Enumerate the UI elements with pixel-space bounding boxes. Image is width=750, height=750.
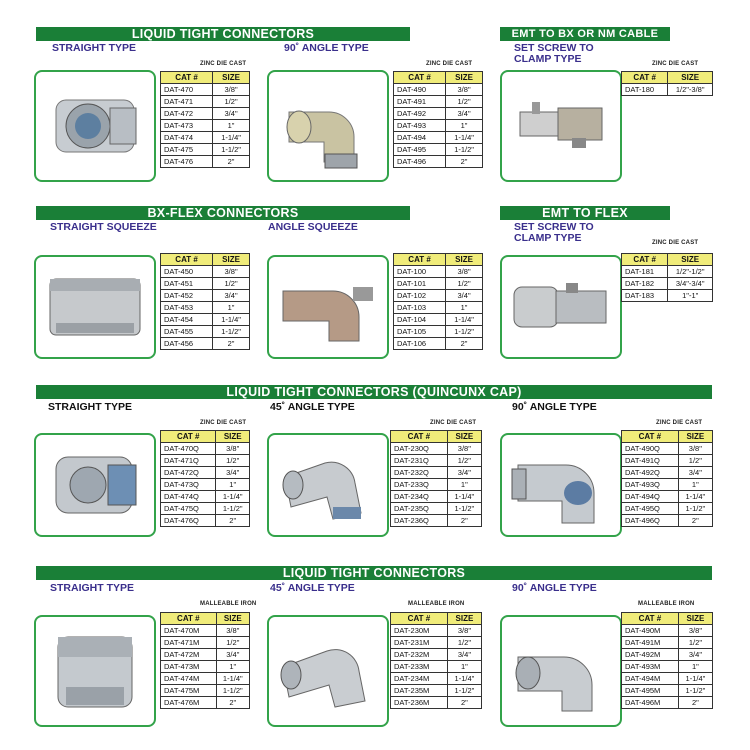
label-90-angle-mi: 90˚ ANGLE TYPE (512, 582, 597, 594)
cat-cell: DAT-496Q (622, 515, 679, 527)
table-row (622, 637, 713, 649)
photo-emt-to-bx (500, 70, 622, 182)
size-cell: 3/8" (213, 266, 250, 278)
size-cell: 3/8" (678, 443, 712, 455)
size-cell: 1-1/4" (216, 673, 249, 685)
cat-cell: DAT-496M (622, 697, 679, 709)
table-row (161, 673, 250, 685)
cat-cell: DAT-495Q (622, 503, 679, 515)
table-row (622, 685, 713, 697)
table-row (394, 120, 483, 132)
cat-cell: DAT-474 (161, 132, 213, 144)
cat-cell: DAT-230M (391, 625, 448, 637)
table-row (161, 314, 250, 326)
cat-cell: DAT-232M (391, 649, 448, 661)
cat-cell: DAT-234M (391, 673, 448, 685)
size-cell: 1" (213, 302, 250, 314)
table-row (161, 96, 250, 108)
table-row (391, 697, 482, 709)
size-cell: 1-1/4" (678, 673, 712, 685)
table-row (622, 290, 713, 302)
size-cell: 3/8" (447, 443, 481, 455)
cat-cell: DAT-470M (161, 625, 217, 637)
label-straight-type-mi: STRAIGHT TYPE (50, 582, 135, 594)
cat-cell: DAT-472Q (161, 467, 216, 479)
size-cell: 1/2" (213, 278, 250, 290)
table-row (394, 84, 483, 96)
size-cell: 3/4" (678, 649, 712, 661)
table-dat-490 (393, 71, 483, 168)
size-cell: 2" (447, 697, 481, 709)
size-cell: 2" (678, 515, 712, 527)
col-size: SIZE (216, 431, 250, 443)
cat-cell: DAT-470Q (161, 443, 216, 455)
cat-cell: DAT-471Q (161, 455, 216, 467)
table-row (161, 685, 250, 697)
label-straight-type: STRAIGHT TYPE (52, 42, 137, 54)
table-row (161, 479, 250, 491)
col-cat: CAT # (394, 254, 446, 266)
banner-emt-to-flex: EMT TO FLEX (500, 206, 670, 220)
col-size: SIZE (446, 254, 483, 266)
size-cell: 2" (213, 156, 250, 168)
photo-90-angle-connector (267, 70, 389, 182)
col-size: SIZE (446, 72, 483, 84)
table-row (391, 625, 482, 637)
size-cell: 1-1/4" (213, 132, 250, 144)
size-cell: 3/4" (216, 467, 250, 479)
size-cell: 3/4"-3/4" (668, 278, 713, 290)
table-dat-490m (621, 612, 713, 709)
size-cell: 1-1/4" (446, 314, 483, 326)
cat-cell: DAT-234Q (391, 491, 448, 503)
table-dat-470m (160, 612, 250, 709)
col-size: SIZE (678, 613, 712, 625)
col-cat: CAT # (391, 431, 448, 443)
table-row (394, 96, 483, 108)
table-row (622, 84, 713, 96)
cat-cell: DAT-100 (394, 266, 446, 278)
table-row (161, 649, 250, 661)
cat-cell: DAT-104 (394, 314, 446, 326)
table-row (622, 673, 713, 685)
table-row (161, 156, 250, 168)
col-cat: CAT # (161, 613, 217, 625)
banner-bx-flex: BX-FLEX CONNECTORS (36, 206, 410, 220)
size-cell: 1/2" (213, 96, 250, 108)
photo-straight-squeeze (34, 255, 156, 359)
cat-cell: DAT-106 (394, 338, 446, 350)
label-45-angle-mi: 45˚ ANGLE TYPE (270, 582, 355, 594)
cat-cell: DAT-472M (161, 649, 217, 661)
photo-45-angle-q (267, 433, 389, 537)
size-cell: 1-1/4" (213, 314, 250, 326)
cat-cell: DAT-490Q (622, 443, 679, 455)
table-dat-470q (160, 430, 250, 527)
cat-cell: DAT-453 (161, 302, 213, 314)
photo-straight-mi (34, 615, 156, 727)
label-90-angle-type: 90˚ ANGLE TYPE (284, 42, 369, 54)
table-dat-470 (160, 71, 250, 168)
size-cell: 3/4" (678, 467, 712, 479)
table-dat-230q (390, 430, 482, 527)
cat-cell: DAT-452 (161, 290, 213, 302)
size-cell: 1-1/4" (678, 491, 712, 503)
size-cell: 1" (446, 302, 483, 314)
cat-cell: DAT-454 (161, 314, 213, 326)
col-cat: CAT # (622, 254, 668, 266)
cat-cell: DAT-235M (391, 685, 448, 697)
label-set-screw-clamp-flex: SET SCREW TO CLAMP TYPE (514, 221, 594, 244)
cat-cell: DAT-490M (622, 625, 679, 637)
cat-cell: DAT-473Q (161, 479, 216, 491)
table-row (161, 326, 250, 338)
table-row (391, 503, 482, 515)
material-note: ZINC DIE CAST (652, 61, 699, 67)
col-cat: CAT # (622, 613, 679, 625)
size-cell: 1-1/2" (447, 685, 481, 697)
table-row (394, 278, 483, 290)
col-cat: CAT # (622, 72, 668, 84)
table-row (391, 455, 482, 467)
cat-cell: DAT-475 (161, 144, 213, 156)
table-row (391, 443, 482, 455)
label-set-screw-clamp: SET SCREW TO CLAMP TYPE (514, 42, 594, 65)
size-cell: 1" (216, 661, 249, 673)
cat-cell: DAT-232Q (391, 467, 448, 479)
col-size: SIZE (447, 431, 481, 443)
size-cell: 1/2" (678, 637, 712, 649)
table-row (622, 649, 713, 661)
size-cell: 1-1/2" (216, 685, 249, 697)
col-size: SIZE (216, 613, 249, 625)
size-cell: 3/8" (447, 625, 481, 637)
size-cell: 1-1/4" (446, 132, 483, 144)
size-cell: 1-1/4" (447, 491, 481, 503)
size-cell: 1" (678, 661, 712, 673)
cat-cell: DAT-472 (161, 108, 213, 120)
cat-cell: DAT-470 (161, 84, 213, 96)
banner-quincunx: LIQUID TIGHT CONNECTORS (QUINCUNX CAP) (36, 385, 712, 399)
cat-cell: DAT-233Q (391, 479, 448, 491)
table-row (391, 661, 482, 673)
table-row (161, 661, 250, 673)
size-cell: 3/8" (213, 84, 250, 96)
table-row (161, 503, 250, 515)
table-dat-180 (621, 71, 713, 96)
table-row (394, 108, 483, 120)
table-row (622, 455, 713, 467)
label-straight-type-q: STRAIGHT TYPE (48, 401, 133, 413)
table-row (161, 84, 250, 96)
table-row (394, 314, 483, 326)
size-cell: 1" (447, 661, 481, 673)
size-cell: 2" (446, 338, 483, 350)
size-cell: 2" (447, 515, 481, 527)
table-row (161, 697, 250, 709)
size-cell: 3/8" (446, 84, 483, 96)
size-cell: 1/2" (447, 637, 481, 649)
size-cell: 3/8" (216, 443, 250, 455)
table-row (161, 120, 250, 132)
table-row (391, 649, 482, 661)
size-cell: 1/2" (216, 455, 250, 467)
cat-cell: DAT-182 (622, 278, 668, 290)
size-cell: 1/2" (447, 455, 481, 467)
cat-cell: DAT-476Q (161, 515, 216, 527)
table-dat-181 (621, 253, 713, 302)
col-cat: CAT # (394, 72, 446, 84)
table-row (391, 479, 482, 491)
size-cell: 1" (216, 479, 250, 491)
size-cell: 1-1/4" (216, 491, 250, 503)
cat-cell: DAT-492 (394, 108, 446, 120)
material-note: MALLEABLE IRON (408, 601, 465, 607)
cat-cell: DAT-474M (161, 673, 217, 685)
table-row (622, 491, 713, 503)
col-size: SIZE (447, 613, 481, 625)
cat-cell: DAT-471 (161, 96, 213, 108)
size-cell: 1" (678, 479, 712, 491)
table-row (394, 290, 483, 302)
photo-emt-to-flex (500, 255, 622, 359)
material-note: MALLEABLE IRON (200, 601, 257, 607)
cat-cell: DAT-476 (161, 156, 213, 168)
cat-cell: DAT-102 (394, 290, 446, 302)
table-dat-490q (621, 430, 713, 527)
banner-liquid-tight: LIQUID TIGHT CONNECTORS (36, 27, 410, 41)
col-size: SIZE (678, 431, 712, 443)
table-dat-450 (160, 253, 250, 350)
size-cell: 3/4" (446, 290, 483, 302)
size-cell: 1" (213, 120, 250, 132)
cat-cell: DAT-180 (622, 84, 668, 96)
cat-cell: DAT-475M (161, 685, 217, 697)
cat-cell: DAT-495 (394, 144, 446, 156)
size-cell: 3/4" (447, 467, 481, 479)
cat-cell: DAT-181 (622, 266, 668, 278)
table-row (622, 661, 713, 673)
cat-cell: DAT-493Q (622, 479, 679, 491)
table-row (394, 338, 483, 350)
col-cat: CAT # (161, 254, 213, 266)
cat-cell: DAT-473 (161, 120, 213, 132)
cat-cell: DAT-455 (161, 326, 213, 338)
cat-cell: DAT-494M (622, 673, 679, 685)
table-row (161, 132, 250, 144)
table-row (391, 467, 482, 479)
cat-cell: DAT-493M (622, 661, 679, 673)
cat-cell: DAT-233M (391, 661, 448, 673)
table-row (394, 132, 483, 144)
size-cell: 1-1/2" (216, 503, 250, 515)
table-row (161, 637, 250, 649)
table-row (622, 278, 713, 290)
table-row (391, 637, 482, 649)
table-row (161, 491, 250, 503)
cat-cell: DAT-474Q (161, 491, 216, 503)
table-dat-100 (393, 253, 483, 350)
label-angle-squeeze: ANGLE SQUEEZE (268, 221, 358, 233)
cat-cell: DAT-490 (394, 84, 446, 96)
cat-cell: DAT-471M (161, 637, 217, 649)
cat-cell: DAT-495M (622, 685, 679, 697)
material-note: ZINC DIE CAST (426, 61, 473, 67)
photo-90-angle-mi (500, 615, 622, 727)
photo-90-angle-q (500, 433, 622, 537)
table-row (161, 302, 250, 314)
cat-cell: DAT-494 (394, 132, 446, 144)
label-90-angle-q: 90˚ ANGLE TYPE (512, 401, 597, 413)
cat-cell: DAT-231Q (391, 455, 448, 467)
table-row (161, 625, 250, 637)
material-note: ZINC DIE CAST (656, 420, 703, 426)
size-cell: 1-1/2" (213, 326, 250, 338)
size-cell: 1-1/2" (678, 685, 712, 697)
size-cell: 1-1/4" (447, 673, 481, 685)
table-row (161, 278, 250, 290)
table-row (391, 515, 482, 527)
size-cell: 3/8" (216, 625, 249, 637)
table-row (161, 455, 250, 467)
table-row (161, 144, 250, 156)
cat-cell: DAT-493 (394, 120, 446, 132)
label-straight-squeeze: STRAIGHT SQUEEZE (50, 221, 157, 233)
size-cell: 1/2"-3/8" (668, 84, 713, 96)
table-row (161, 266, 250, 278)
cat-cell: DAT-476M (161, 697, 217, 709)
photo-straight-q (34, 433, 156, 537)
size-cell: 1-1/2" (447, 503, 481, 515)
cat-cell: DAT-105 (394, 326, 446, 338)
col-size: SIZE (668, 72, 713, 84)
cat-cell: DAT-103 (394, 302, 446, 314)
table-row (622, 515, 713, 527)
cat-cell: DAT-491M (622, 637, 679, 649)
col-size: SIZE (213, 72, 250, 84)
size-cell: 3/4" (213, 108, 250, 120)
table-row (391, 685, 482, 697)
col-cat: CAT # (161, 72, 213, 84)
size-cell: 1-1/2" (446, 326, 483, 338)
col-size: SIZE (668, 254, 713, 266)
photo-straight-connector (34, 70, 156, 182)
size-cell: 1-1/2" (446, 144, 483, 156)
material-note: ZINC DIE CAST (652, 240, 699, 246)
size-cell: 2" (216, 515, 250, 527)
size-cell: 2" (678, 697, 712, 709)
cat-cell: DAT-494Q (622, 491, 679, 503)
cat-cell: DAT-492M (622, 649, 679, 661)
size-cell: 1/2" (446, 278, 483, 290)
size-cell: 3/4" (216, 649, 249, 661)
size-cell: 3/4" (447, 649, 481, 661)
cat-cell: DAT-491 (394, 96, 446, 108)
cat-cell: DAT-456 (161, 338, 213, 350)
material-note: ZINC DIE CAST (200, 61, 247, 67)
size-cell: 1/2"-1/2" (668, 266, 713, 278)
table-row (161, 290, 250, 302)
material-note: MALLEABLE IRON (638, 601, 695, 607)
cat-cell: DAT-235Q (391, 503, 448, 515)
cat-cell: DAT-101 (394, 278, 446, 290)
table-row (394, 302, 483, 314)
table-row (394, 326, 483, 338)
size-cell: 3/8" (446, 266, 483, 278)
cat-cell: DAT-236Q (391, 515, 448, 527)
cat-cell: DAT-475Q (161, 503, 216, 515)
col-cat: CAT # (161, 431, 216, 443)
col-cat: CAT # (391, 613, 448, 625)
size-cell: 3/4" (446, 108, 483, 120)
size-cell: 2" (446, 156, 483, 168)
cat-cell: DAT-230Q (391, 443, 448, 455)
size-cell: 2" (213, 338, 250, 350)
cat-cell: DAT-496 (394, 156, 446, 168)
col-size: SIZE (213, 254, 250, 266)
table-row (622, 266, 713, 278)
table-row (161, 515, 250, 527)
size-cell: 3/8" (678, 625, 712, 637)
size-cell: 1/2" (216, 637, 249, 649)
size-cell: 1" (447, 479, 481, 491)
table-row (622, 697, 713, 709)
cat-cell: DAT-236M (391, 697, 448, 709)
table-row (161, 108, 250, 120)
cat-cell: DAT-492Q (622, 467, 679, 479)
table-row (394, 266, 483, 278)
cat-cell: DAT-491Q (622, 455, 679, 467)
table-dat-230m (390, 612, 482, 709)
cat-cell: DAT-231M (391, 637, 448, 649)
table-row (622, 503, 713, 515)
table-row (622, 625, 713, 637)
table-row (394, 156, 483, 168)
table-row (391, 491, 482, 503)
size-cell: 1"-1" (668, 290, 713, 302)
table-row (394, 144, 483, 156)
table-row (161, 443, 250, 455)
size-cell: 1/2" (446, 96, 483, 108)
size-cell: 1-1/2" (213, 144, 250, 156)
table-row (622, 467, 713, 479)
photo-45-angle-mi (267, 615, 389, 727)
banner-liquid-tight-mi: LIQUID TIGHT CONNECTORS (36, 566, 712, 580)
table-row (161, 338, 250, 350)
label-45-angle-q: 45˚ ANGLE TYPE (270, 401, 355, 413)
material-note: ZINC DIE CAST (200, 420, 247, 426)
cat-cell: DAT-450 (161, 266, 213, 278)
material-note: ZINC DIE CAST (430, 420, 477, 426)
table-row (391, 673, 482, 685)
table-row (622, 443, 713, 455)
table-row (622, 479, 713, 491)
size-cell: 3/4" (213, 290, 250, 302)
table-row (161, 467, 250, 479)
photo-angle-squeeze (267, 255, 389, 359)
banner-emt-to-bx: EMT TO BX OR NM CABLE (500, 27, 670, 41)
size-cell: 1" (446, 120, 483, 132)
size-cell: 2" (216, 697, 249, 709)
size-cell: 1/2" (678, 455, 712, 467)
cat-cell: DAT-183 (622, 290, 668, 302)
col-cat: CAT # (622, 431, 679, 443)
size-cell: 1-1/2" (678, 503, 712, 515)
cat-cell: DAT-451 (161, 278, 213, 290)
cat-cell: DAT-473M (161, 661, 217, 673)
